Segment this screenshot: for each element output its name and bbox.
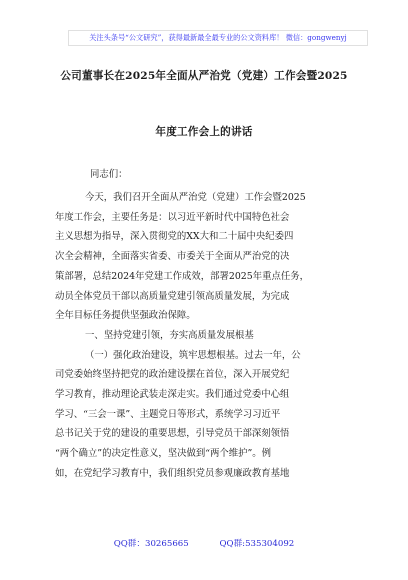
paragraph-line: 司党委始终坚持把党的政治建设摆在首位，深入开展党纪 (55, 369, 290, 381)
paragraph-line: 主义思想为指导，深入贯彻党的XX大和二十届中央纪委四 (55, 231, 294, 243)
footer-qq-group-2: QQ群:535304092 (219, 539, 295, 549)
paragraph-line: “两个确立”的决定性意义，坚决做到“两个维护”。例 (55, 448, 272, 460)
paragraph-line: 全年目标任务提供坚强政治保障。 (55, 310, 196, 322)
footer-qq-group-1: QQ群：30265665 (113, 539, 189, 549)
paragraph-line: 学习教育，推动理论武装走深走实。我们通过党委中心组 (55, 389, 290, 401)
paragraph-line: 如，在党纪学习教育中，我们组织党员参观廉政教育基地 (55, 467, 290, 479)
footer-contact (0, 537, 408, 549)
document-title-line2: 年度工作会上的讲话 (155, 126, 253, 138)
paragraph-line: 今天，我们召开全面从严治党（党建）工作会暨2025 (85, 192, 306, 203)
paragraph-line: 年度工作会，主要任务是：以习近平新时代中国特色社会 (55, 211, 290, 223)
header-banner (68, 30, 368, 46)
paragraph-line: 动员全体党员干部以高质量党建引领高质量发展，为完成 (55, 290, 290, 302)
paragraph-line: （一）强化政治建设，筑牢思想根基。过去一年，公 (85, 349, 301, 361)
salutation: 同志们： (90, 169, 128, 180)
paragraph-line: 学习、“三会一课”、主题党日等形式，系统学习习近平 (55, 408, 281, 420)
header-banner-text: 关注头条号“公文研究”，获得最新最全最专业的公文资料库！ 微信：gongwenyj (89, 33, 347, 42)
paragraph-line: 次全会精神，全面落实省委、市委关于全面从严治党的决 (55, 251, 290, 263)
paragraph-line: 策部署，总结2024年党建工作成效，部署2025年重点任务， (55, 270, 309, 282)
section-heading: 一、坚持党建引领，夯实高质量发展根基 (85, 329, 254, 341)
document-title-line1: 公司董事长在2025年全面从严治党（党建）工作会暨2025 (60, 70, 348, 82)
speech-body (55, 188, 355, 484)
paragraph-line: 总书记关于党的建设的重要思想，引导党员干部深刻领悟 (55, 428, 290, 440)
